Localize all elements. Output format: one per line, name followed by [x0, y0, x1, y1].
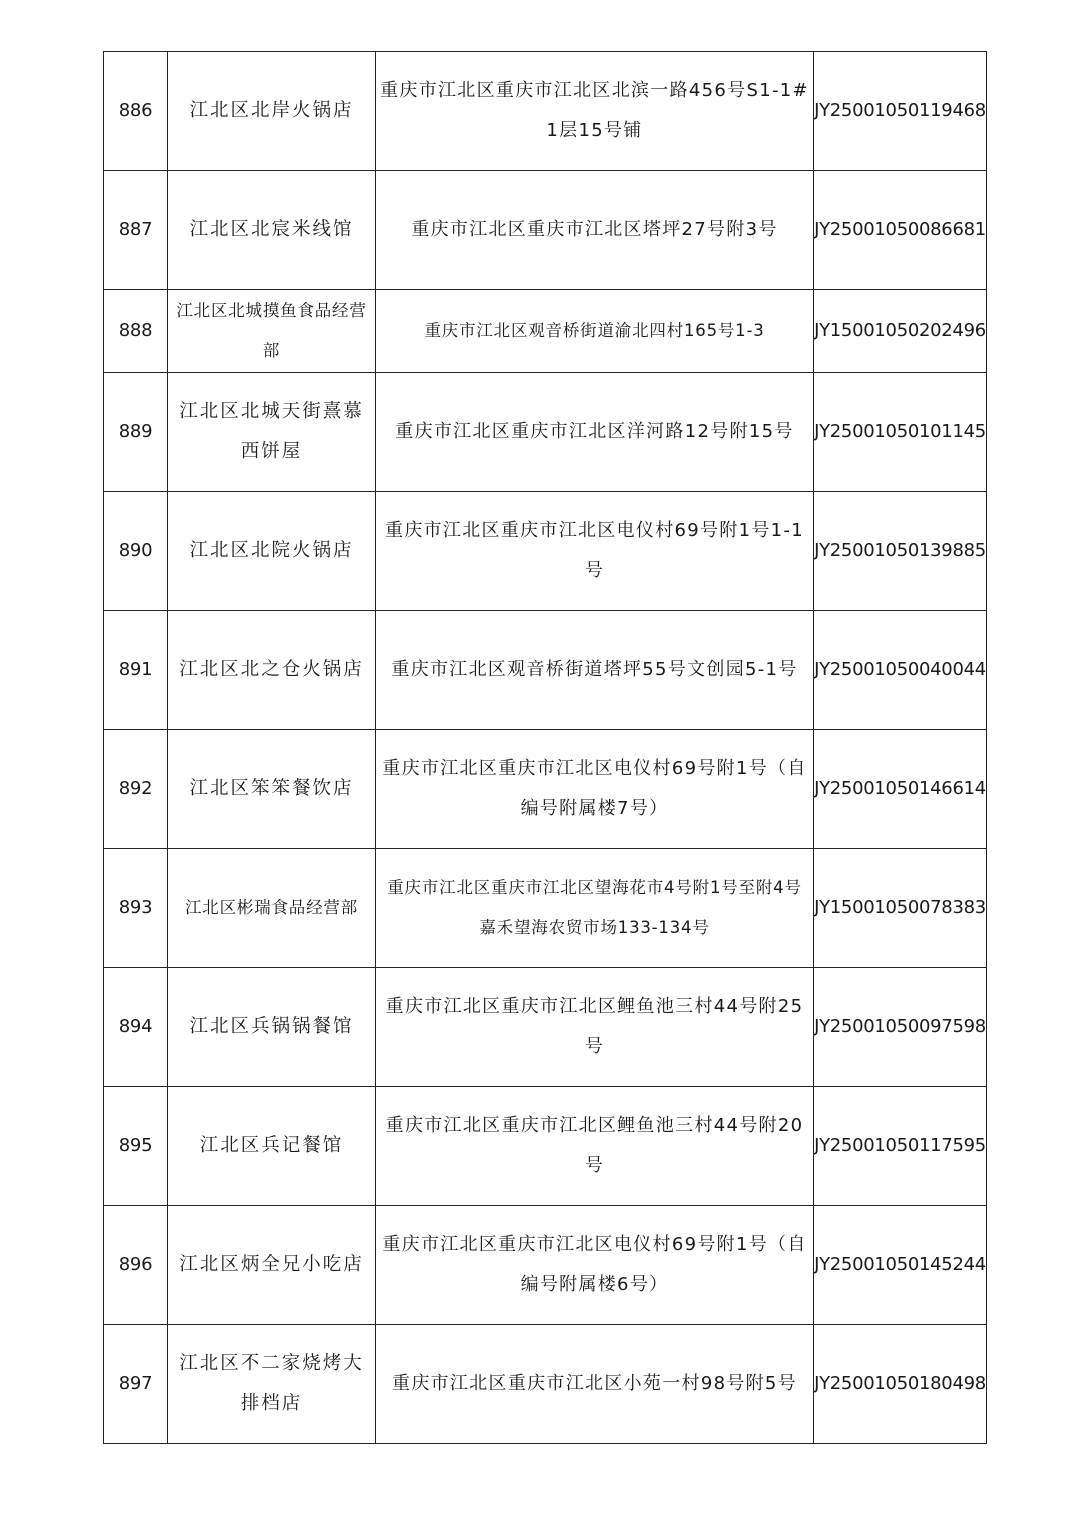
table-row — [104, 849, 987, 968]
license-number: JY25001050180498 — [814, 1325, 987, 1444]
license-number: JY15001050078383 — [814, 849, 987, 968]
row-number: 891 — [104, 611, 168, 730]
license-number: JY25001050119468 — [814, 52, 987, 171]
business-address: 重庆市江北区重庆市江北区望海花市4号附1号至附4号嘉禾望海农贸市场133-134号 — [376, 849, 814, 968]
license-table-container — [103, 51, 986, 1444]
row-number: 888 — [104, 290, 168, 373]
business-name: 江北区北城摸鱼食品经营部 — [168, 290, 376, 373]
business-name: 江北区彬瑞食品经营部 — [168, 849, 376, 968]
table-row — [104, 492, 987, 611]
license-number: JY25001050146614 — [814, 730, 987, 849]
license-number: JY25001050086681 — [814, 171, 987, 290]
row-number: 887 — [104, 171, 168, 290]
business-address: 重庆市江北区观音桥街道渝北四村165号1-3 — [376, 290, 814, 373]
row-number: 897 — [104, 1325, 168, 1444]
business-name: 江北区北之仓火锅店 — [168, 611, 376, 730]
row-number: 893 — [104, 849, 168, 968]
license-table — [103, 51, 987, 1444]
row-number: 886 — [104, 52, 168, 171]
business-address: 重庆市江北区重庆市江北区鲤鱼池三村44号附20号 — [376, 1087, 814, 1206]
table-row — [104, 373, 987, 492]
business-address: 重庆市江北区重庆市江北区洋河路12号附15号 — [376, 373, 814, 492]
row-number: 889 — [104, 373, 168, 492]
table-row — [104, 52, 987, 171]
license-number: JY25001050040044 — [814, 611, 987, 730]
table-row — [104, 968, 987, 1087]
license-number: JY25001050101145 — [814, 373, 987, 492]
table-row — [104, 730, 987, 849]
business-name: 江北区北岸火锅店 — [168, 52, 376, 171]
business-address: 重庆市江北区重庆市江北区小苑一村98号附5号 — [376, 1325, 814, 1444]
business-name: 江北区兵记餐馆 — [168, 1087, 376, 1206]
table-row — [104, 1325, 987, 1444]
table-row — [104, 611, 987, 730]
table-row — [104, 1206, 987, 1325]
business-name: 江北区北宸米线馆 — [168, 171, 376, 290]
table-row — [104, 1087, 987, 1206]
row-number: 890 — [104, 492, 168, 611]
license-number: JY25001050145244 — [814, 1206, 987, 1325]
business-address: 重庆市江北区重庆市江北区北滨一路456号S1-1#1层15号铺 — [376, 52, 814, 171]
business-name: 江北区北城天街熹慕西饼屋 — [168, 373, 376, 492]
business-address: 重庆市江北区重庆市江北区塔坪27号附3号 — [376, 171, 814, 290]
business-name: 江北区北院火锅店 — [168, 492, 376, 611]
business-name: 江北区笨笨餐饮店 — [168, 730, 376, 849]
row-number: 896 — [104, 1206, 168, 1325]
row-number: 892 — [104, 730, 168, 849]
business-address: 重庆市江北区重庆市江北区电仪村69号附1号（自编号附属楼6号） — [376, 1206, 814, 1325]
license-number: JY25001050117595 — [814, 1087, 987, 1206]
business-name: 江北区兵锅锅餐馆 — [168, 968, 376, 1087]
business-name: 江北区炳全兄小吃店 — [168, 1206, 376, 1325]
business-address: 重庆市江北区观音桥街道塔坪55号文创园5-1号 — [376, 611, 814, 730]
row-number: 895 — [104, 1087, 168, 1206]
table-row — [104, 171, 987, 290]
license-number: JY15001050202496 — [814, 290, 987, 373]
license-number: JY25001050097598 — [814, 968, 987, 1087]
business-address: 重庆市江北区重庆市江北区鲤鱼池三村44号附25号 — [376, 968, 814, 1087]
table-row — [104, 290, 987, 373]
business-address: 重庆市江北区重庆市江北区电仪村69号附1号1-1号 — [376, 492, 814, 611]
business-name: 江北区不二家烧烤大排档店 — [168, 1325, 376, 1444]
row-number: 894 — [104, 968, 168, 1087]
license-number: JY25001050139885 — [814, 492, 987, 611]
business-address: 重庆市江北区重庆市江北区电仪村69号附1号（自编号附属楼7号） — [376, 730, 814, 849]
